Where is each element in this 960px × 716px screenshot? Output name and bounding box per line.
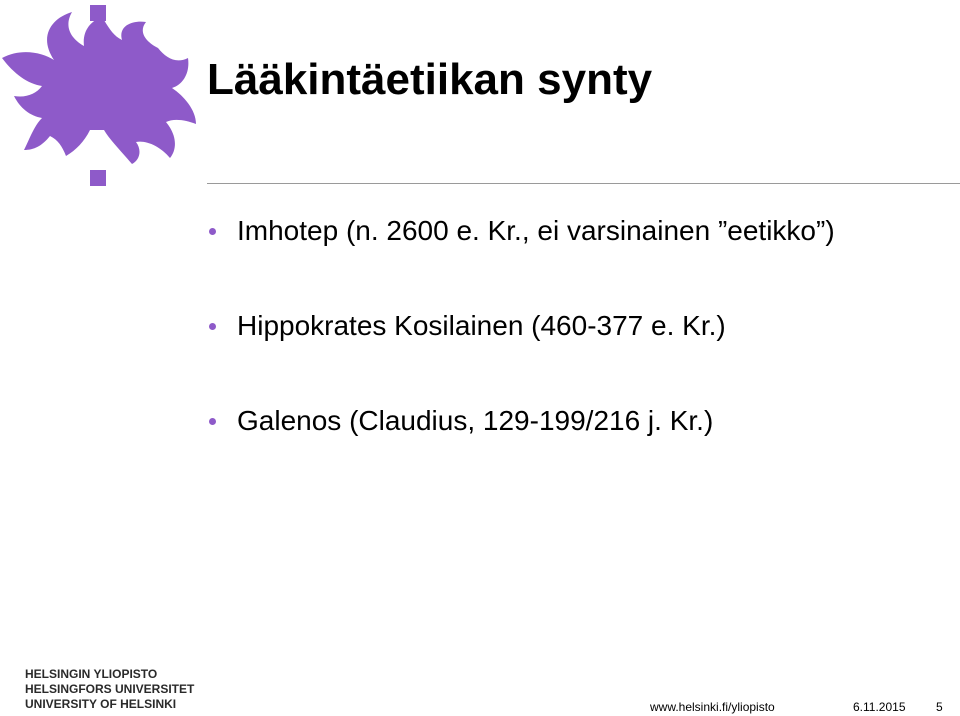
bullet-text: Galenos (Claudius, 129-199/216 j. Kr.) [237, 405, 714, 436]
title-divider [207, 183, 960, 184]
bullet-dot-icon [209, 323, 216, 330]
footer-date: 6.11.2015 [853, 700, 906, 714]
bullet-item-imhotep [207, 207, 835, 255]
footer-url: www.helsinki.fi/yliopisto [650, 700, 775, 714]
bullet-list [207, 207, 835, 492]
bullet-text: Imhotep (n. 2600 e. Kr., ei varsinainen ”eetikko”) [237, 215, 835, 246]
bullet-dot-icon [209, 228, 216, 235]
bullet-text: Hippokrates Kosilainen (460-377 e. Kr.) [237, 310, 726, 341]
footer-page-number: 5 [936, 700, 943, 714]
slide-title: Lääkintäetiikan synty [207, 55, 653, 104]
university-name-block [25, 667, 194, 712]
university-name-fi: HELSINGIN YLIOPISTO [25, 667, 158, 681]
university-name-sv: HELSINGFORS UNIVERSITET [25, 682, 195, 696]
university-name-en: UNIVERSITY OF HELSINKI [25, 697, 177, 711]
bullet-item-hippokrates [207, 302, 835, 350]
flame-logo-icon [0, 0, 200, 190]
bullet-dot-icon [209, 418, 216, 425]
bullet-item-galenos [207, 397, 835, 445]
